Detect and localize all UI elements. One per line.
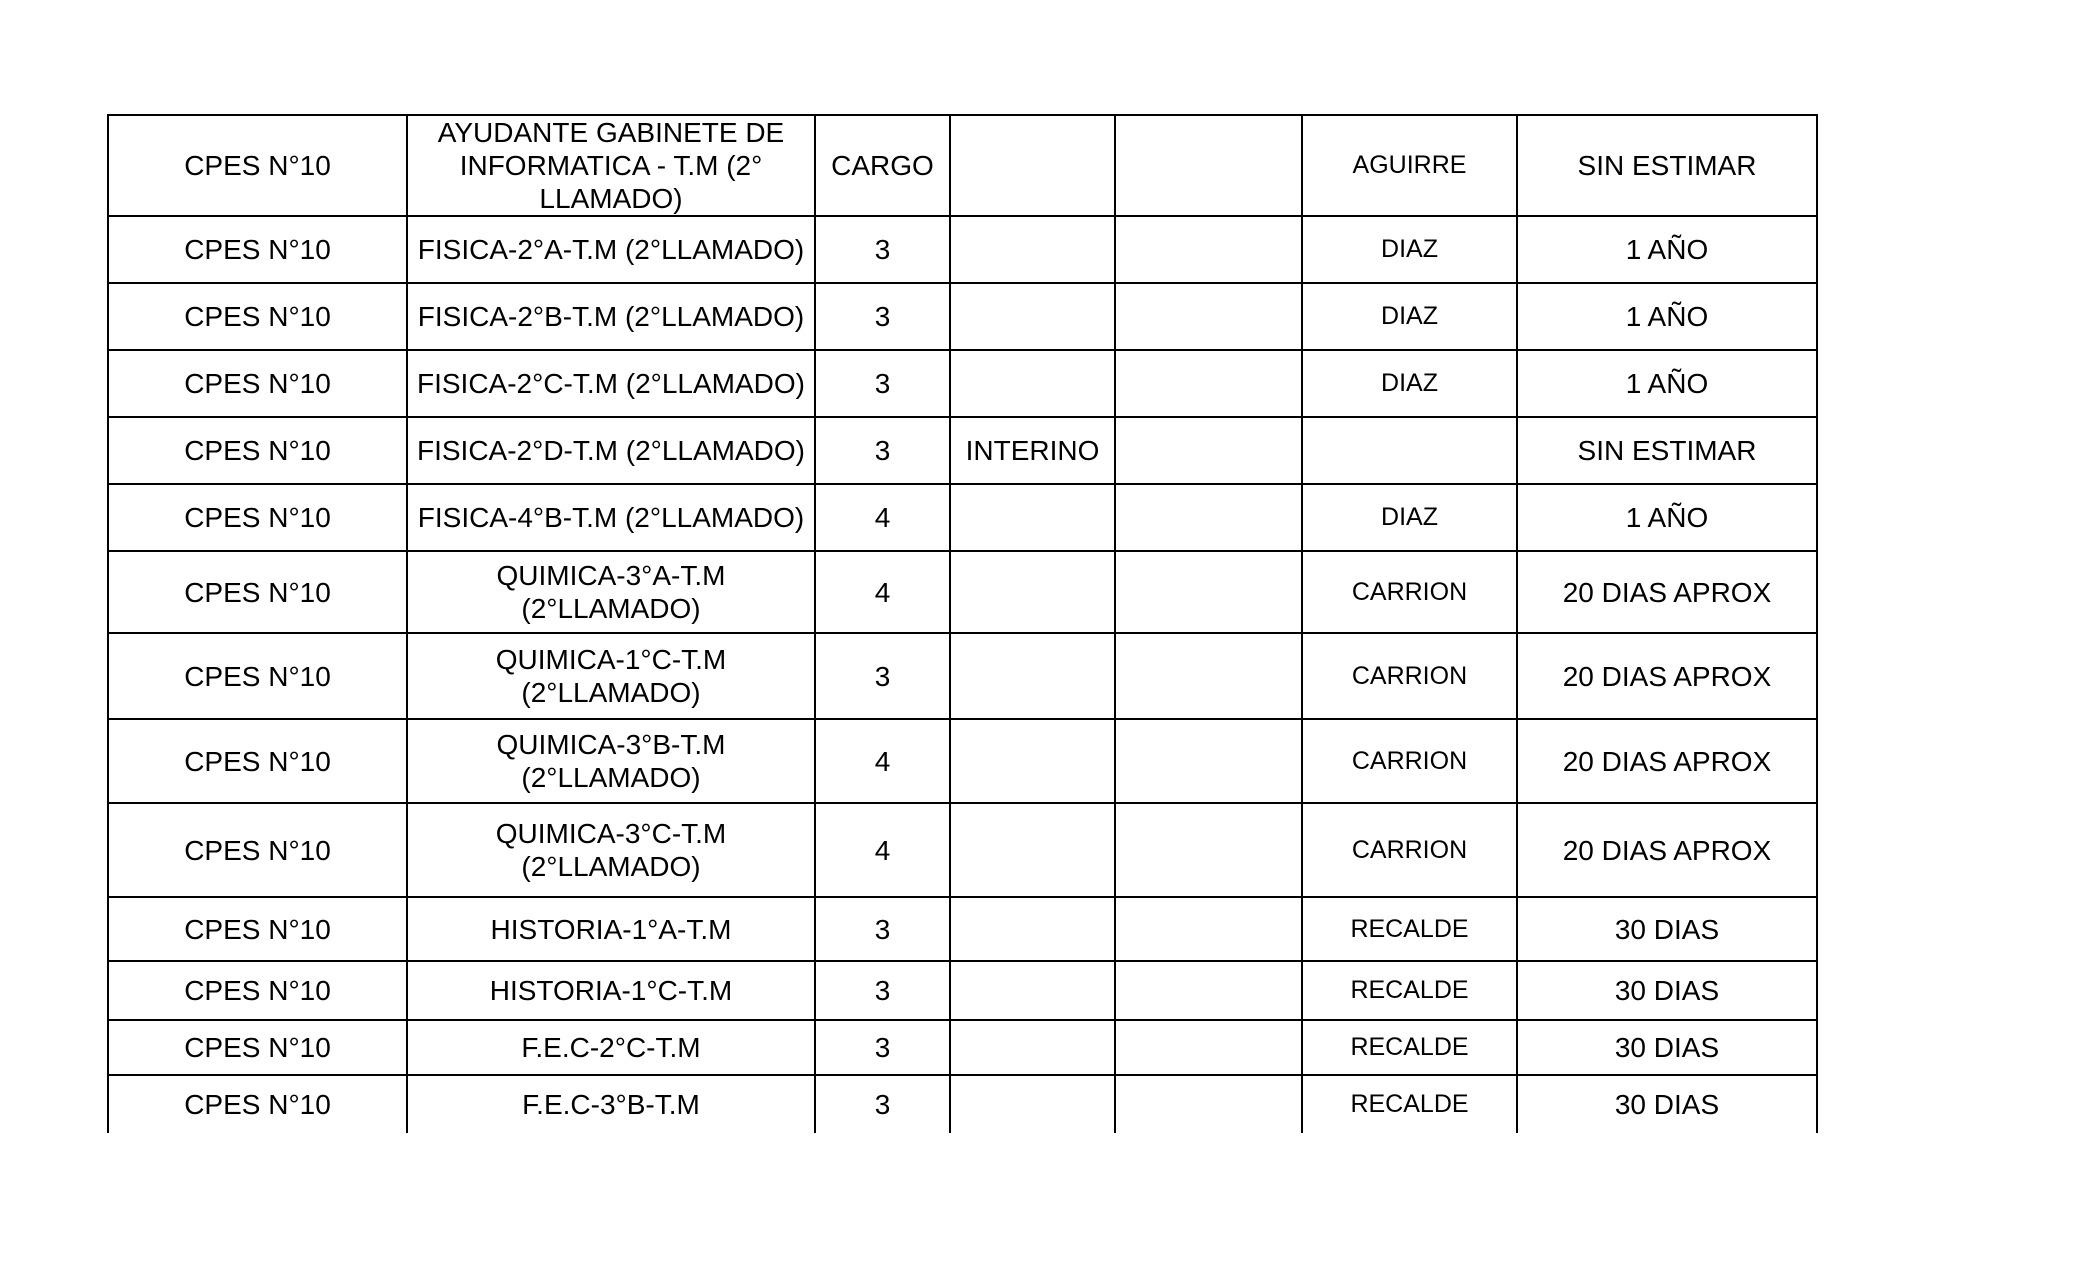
cell-situacion bbox=[950, 551, 1115, 633]
cell-docente: DIAZ bbox=[1302, 216, 1517, 283]
cell-materia: F.E.C-2°C-T.M bbox=[407, 1020, 815, 1075]
cell-docente: RECALDE bbox=[1302, 1020, 1517, 1075]
cell-duracion: SIN ESTIMAR bbox=[1517, 417, 1817, 484]
cell-docente: AGUIRRE bbox=[1302, 115, 1517, 216]
cell-horas: 3 bbox=[815, 897, 950, 961]
cell-materia: FISICA-4°B-T.M (2°LLAMADO) bbox=[407, 484, 815, 551]
cell-materia: FISICA-2°D-T.M (2°LLAMADO) bbox=[407, 417, 815, 484]
cell-blank bbox=[1115, 417, 1302, 484]
cell-docente: DIAZ bbox=[1302, 484, 1517, 551]
vacancy-table bbox=[107, 114, 1818, 1133]
cell-materia: QUIMICA-1°C-T.M (2°LLAMADO) bbox=[407, 633, 815, 719]
cell-duracion: 20 DIAS APROX bbox=[1517, 551, 1817, 633]
cell-horas: 3 bbox=[815, 1020, 950, 1075]
cell-blank bbox=[1115, 216, 1302, 283]
cell-escuela: CPES N°10 bbox=[108, 283, 407, 350]
cell-horas: 4 bbox=[815, 719, 950, 803]
cell-escuela: CPES N°10 bbox=[108, 551, 407, 633]
cell-situacion bbox=[950, 897, 1115, 961]
cell-blank bbox=[1115, 350, 1302, 417]
cell-docente: CARRION bbox=[1302, 719, 1517, 803]
vacancy-table-body bbox=[108, 115, 1817, 1133]
cell-horas: 4 bbox=[815, 551, 950, 633]
cell-horas: 3 bbox=[815, 1075, 950, 1133]
cell-horas: 3 bbox=[815, 283, 950, 350]
cell-materia: QUIMICA-3°C-T.M (2°LLAMADO) bbox=[407, 803, 815, 897]
cell-horas: 3 bbox=[815, 961, 950, 1020]
cell-situacion bbox=[950, 803, 1115, 897]
cell-escuela: CPES N°10 bbox=[108, 897, 407, 961]
cell-blank bbox=[1115, 283, 1302, 350]
cell-horas: 3 bbox=[815, 350, 950, 417]
cell-situacion bbox=[950, 283, 1115, 350]
cell-docente: RECALDE bbox=[1302, 1075, 1517, 1133]
cell-materia: AYUDANTE GABINETE DE INFORMATICA - T.M (2° LLAMADO) bbox=[407, 115, 815, 216]
cell-duracion: SIN ESTIMAR bbox=[1517, 115, 1817, 216]
cell-blank bbox=[1115, 1075, 1302, 1133]
cell-situacion bbox=[950, 633, 1115, 719]
cell-materia: QUIMICA-3°B-T.M (2°LLAMADO) bbox=[407, 719, 815, 803]
table-row bbox=[108, 897, 1817, 961]
cell-duracion: 20 DIAS APROX bbox=[1517, 633, 1817, 719]
cell-blank bbox=[1115, 633, 1302, 719]
cell-materia: HISTORIA-1°A-T.M bbox=[407, 897, 815, 961]
cell-materia: QUIMICA-3°A-T.M (2°LLAMADO) bbox=[407, 551, 815, 633]
cell-duracion: 30 DIAS bbox=[1517, 1020, 1817, 1075]
cell-docente: DIAZ bbox=[1302, 350, 1517, 417]
cell-horas: 3 bbox=[815, 216, 950, 283]
cell-situacion bbox=[950, 216, 1115, 283]
cell-blank bbox=[1115, 897, 1302, 961]
cell-situacion bbox=[950, 1075, 1115, 1133]
cell-docente: CARRION bbox=[1302, 803, 1517, 897]
cell-escuela: CPES N°10 bbox=[108, 719, 407, 803]
cell-escuela: CPES N°10 bbox=[108, 1020, 407, 1075]
cell-blank bbox=[1115, 551, 1302, 633]
cell-situacion bbox=[950, 1020, 1115, 1075]
cell-materia: FISICA-2°B-T.M (2°LLAMADO) bbox=[407, 283, 815, 350]
cell-duracion: 20 DIAS APROX bbox=[1517, 719, 1817, 803]
cell-escuela: CPES N°10 bbox=[108, 1075, 407, 1133]
cell-situacion bbox=[950, 484, 1115, 551]
cell-duracion: 30 DIAS bbox=[1517, 961, 1817, 1020]
table-row bbox=[108, 961, 1817, 1020]
cell-blank bbox=[1115, 719, 1302, 803]
table-row bbox=[108, 551, 1817, 633]
cell-materia: FISICA-2°C-T.M (2°LLAMADO) bbox=[407, 350, 815, 417]
cell-duracion: 30 DIAS bbox=[1517, 1075, 1817, 1133]
cell-docente: CARRION bbox=[1302, 551, 1517, 633]
cell-situacion bbox=[950, 961, 1115, 1020]
cell-escuela: CPES N°10 bbox=[108, 115, 407, 216]
cell-situacion bbox=[950, 350, 1115, 417]
cell-blank bbox=[1115, 961, 1302, 1020]
cell-docente: CARRION bbox=[1302, 633, 1517, 719]
cell-duracion: 1 AÑO bbox=[1517, 484, 1817, 551]
table-row bbox=[108, 1020, 1817, 1075]
table-row bbox=[108, 216, 1817, 283]
cell-escuela: CPES N°10 bbox=[108, 484, 407, 551]
cell-duracion: 1 AÑO bbox=[1517, 216, 1817, 283]
cell-escuela: CPES N°10 bbox=[108, 633, 407, 719]
cell-blank bbox=[1115, 484, 1302, 551]
cell-materia: HISTORIA-1°C-T.M bbox=[407, 961, 815, 1020]
cell-horas: 4 bbox=[815, 803, 950, 897]
table-row bbox=[108, 719, 1817, 803]
cell-horas: 3 bbox=[815, 633, 950, 719]
table-row bbox=[108, 1075, 1817, 1133]
cell-blank bbox=[1115, 803, 1302, 897]
cell-escuela: CPES N°10 bbox=[108, 216, 407, 283]
cell-situacion: INTERINO bbox=[950, 417, 1115, 484]
cell-docente: RECALDE bbox=[1302, 897, 1517, 961]
table-row bbox=[108, 283, 1817, 350]
table-row bbox=[108, 484, 1817, 551]
cell-duracion: 20 DIAS APROX bbox=[1517, 803, 1817, 897]
cell-materia: FISICA-2°A-T.M (2°LLAMADO) bbox=[407, 216, 815, 283]
cell-situacion bbox=[950, 719, 1115, 803]
cell-horas: 4 bbox=[815, 484, 950, 551]
cell-duracion: 1 AÑO bbox=[1517, 350, 1817, 417]
table-row bbox=[108, 633, 1817, 719]
cell-escuela: CPES N°10 bbox=[108, 417, 407, 484]
cell-escuela: CPES N°10 bbox=[108, 350, 407, 417]
cell-materia: F.E.C-3°B-T.M bbox=[407, 1075, 815, 1133]
cell-duracion: 30 DIAS bbox=[1517, 897, 1817, 961]
cell-docente: RECALDE bbox=[1302, 961, 1517, 1020]
cell-blank bbox=[1115, 1020, 1302, 1075]
cell-situacion bbox=[950, 115, 1115, 216]
cell-horas: CARGO bbox=[815, 115, 950, 216]
table-row bbox=[108, 350, 1817, 417]
table-row bbox=[108, 417, 1817, 484]
cell-duracion: 1 AÑO bbox=[1517, 283, 1817, 350]
cell-escuela: CPES N°10 bbox=[108, 803, 407, 897]
cell-docente bbox=[1302, 417, 1517, 484]
table-row bbox=[108, 115, 1817, 216]
cell-horas: 3 bbox=[815, 417, 950, 484]
cell-blank bbox=[1115, 115, 1302, 216]
table-row bbox=[108, 803, 1817, 897]
cell-escuela: CPES N°10 bbox=[108, 961, 407, 1020]
cell-docente: DIAZ bbox=[1302, 283, 1517, 350]
